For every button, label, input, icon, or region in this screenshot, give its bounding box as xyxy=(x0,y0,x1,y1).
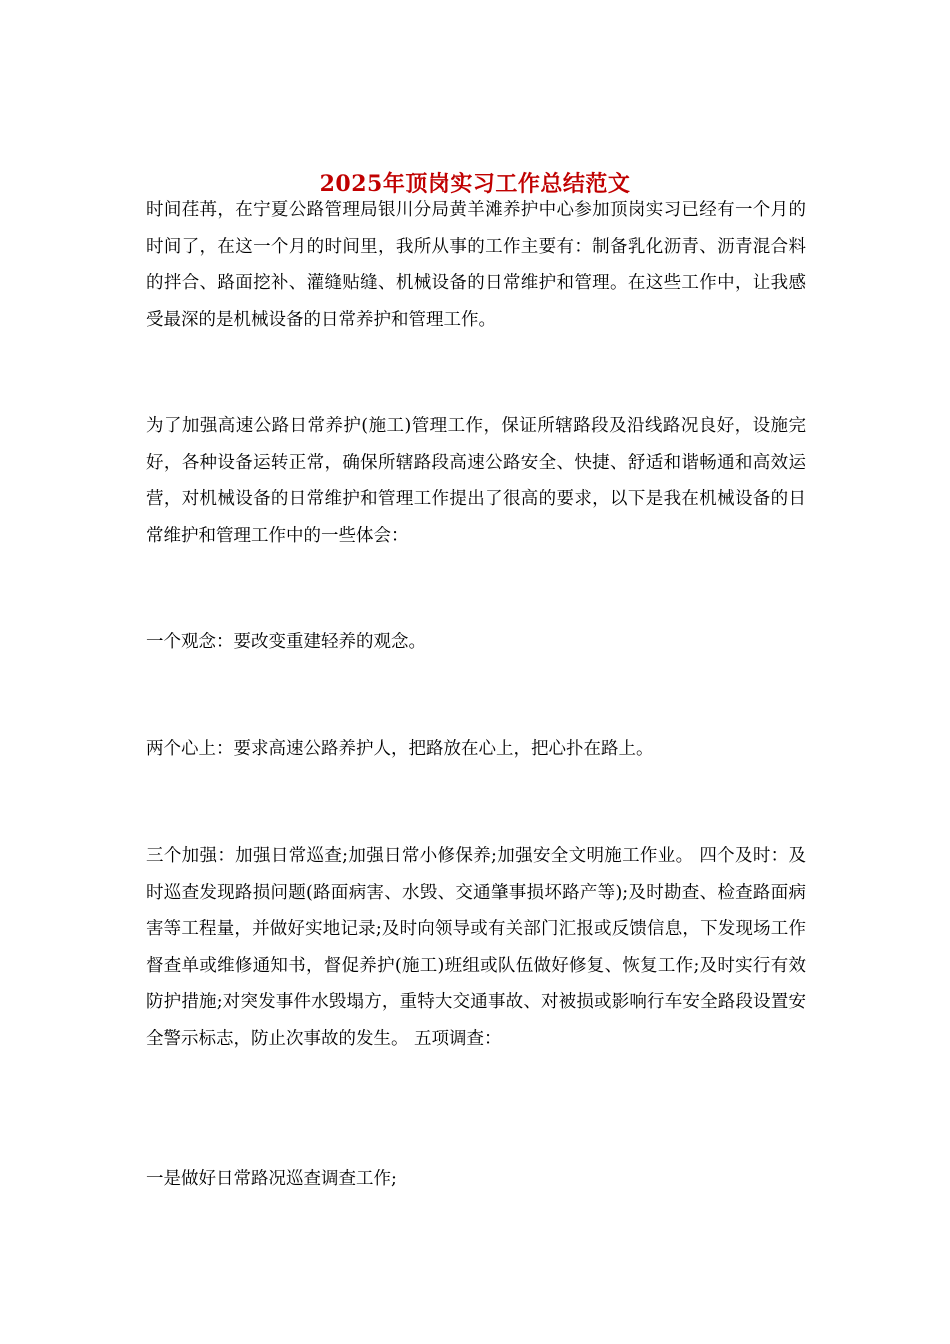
paragraph-three-strengthen: 三个加强：加强日常巡查;加强日常小修保养;加强安全文明施工作业。 四个及时：及时巡查发现路损问题(路面病害、水毁、交通肇事损坏路产等);及时勘查、检查路面病害等工程量，并做好实地记录;及时向领导或有关部门汇报或反馈信息，下发现场工作督查单或维修通知书，督促养护(施工)班组或队伍做好修复、恢复工作;及时实行有效防护措施;对突发事件水毁塌方，重特大交通事故、对被损或影响行车安全路段设置安全警示标志，防止次事故的发生。 五项调查： xyxy=(146,846,806,1049)
paragraph-two-hearts: 两个心上：要求高速公路养护人，把路放在心上，把心扑在路上。 xyxy=(146,739,654,759)
paragraph-first-survey: 一是做好日常路况巡查调查工作; xyxy=(146,1169,397,1189)
document-title: 2025年顶岗实习工作总结范文 xyxy=(319,170,631,197)
paragraph-one-concept: 一个观念：要改变重建轻养的观念。 xyxy=(146,632,426,652)
paragraph-purpose: 为了加强高速公路日常养护(施工)管理工作，保证所辖路段及沿线路况良好，设施完好，各种设备运转正常，确保所辖路段高速公路安全、快捷、舒适和谐畅通和高效运营，对机械设备的日常维护和管理工作提出了很高的要求，以下是我在机械设备的日常维护和管理工作中的一些体会： xyxy=(146,416,806,546)
paragraph-intro: 时间荏苒，在宁夏公路管理局银川分局黄羊滩养护中心参加顶岗实习已经有一个月的时间了，在这一个月的时间里，我所从事的工作主要有：制备乳化沥青、沥青混合料的拌合、路面挖补、灌缝贴缝、机械设备的日常维护和管理。在这些工作中，让我感受最深的是机械设备的日常养护和管理工作。 xyxy=(146,200,806,330)
